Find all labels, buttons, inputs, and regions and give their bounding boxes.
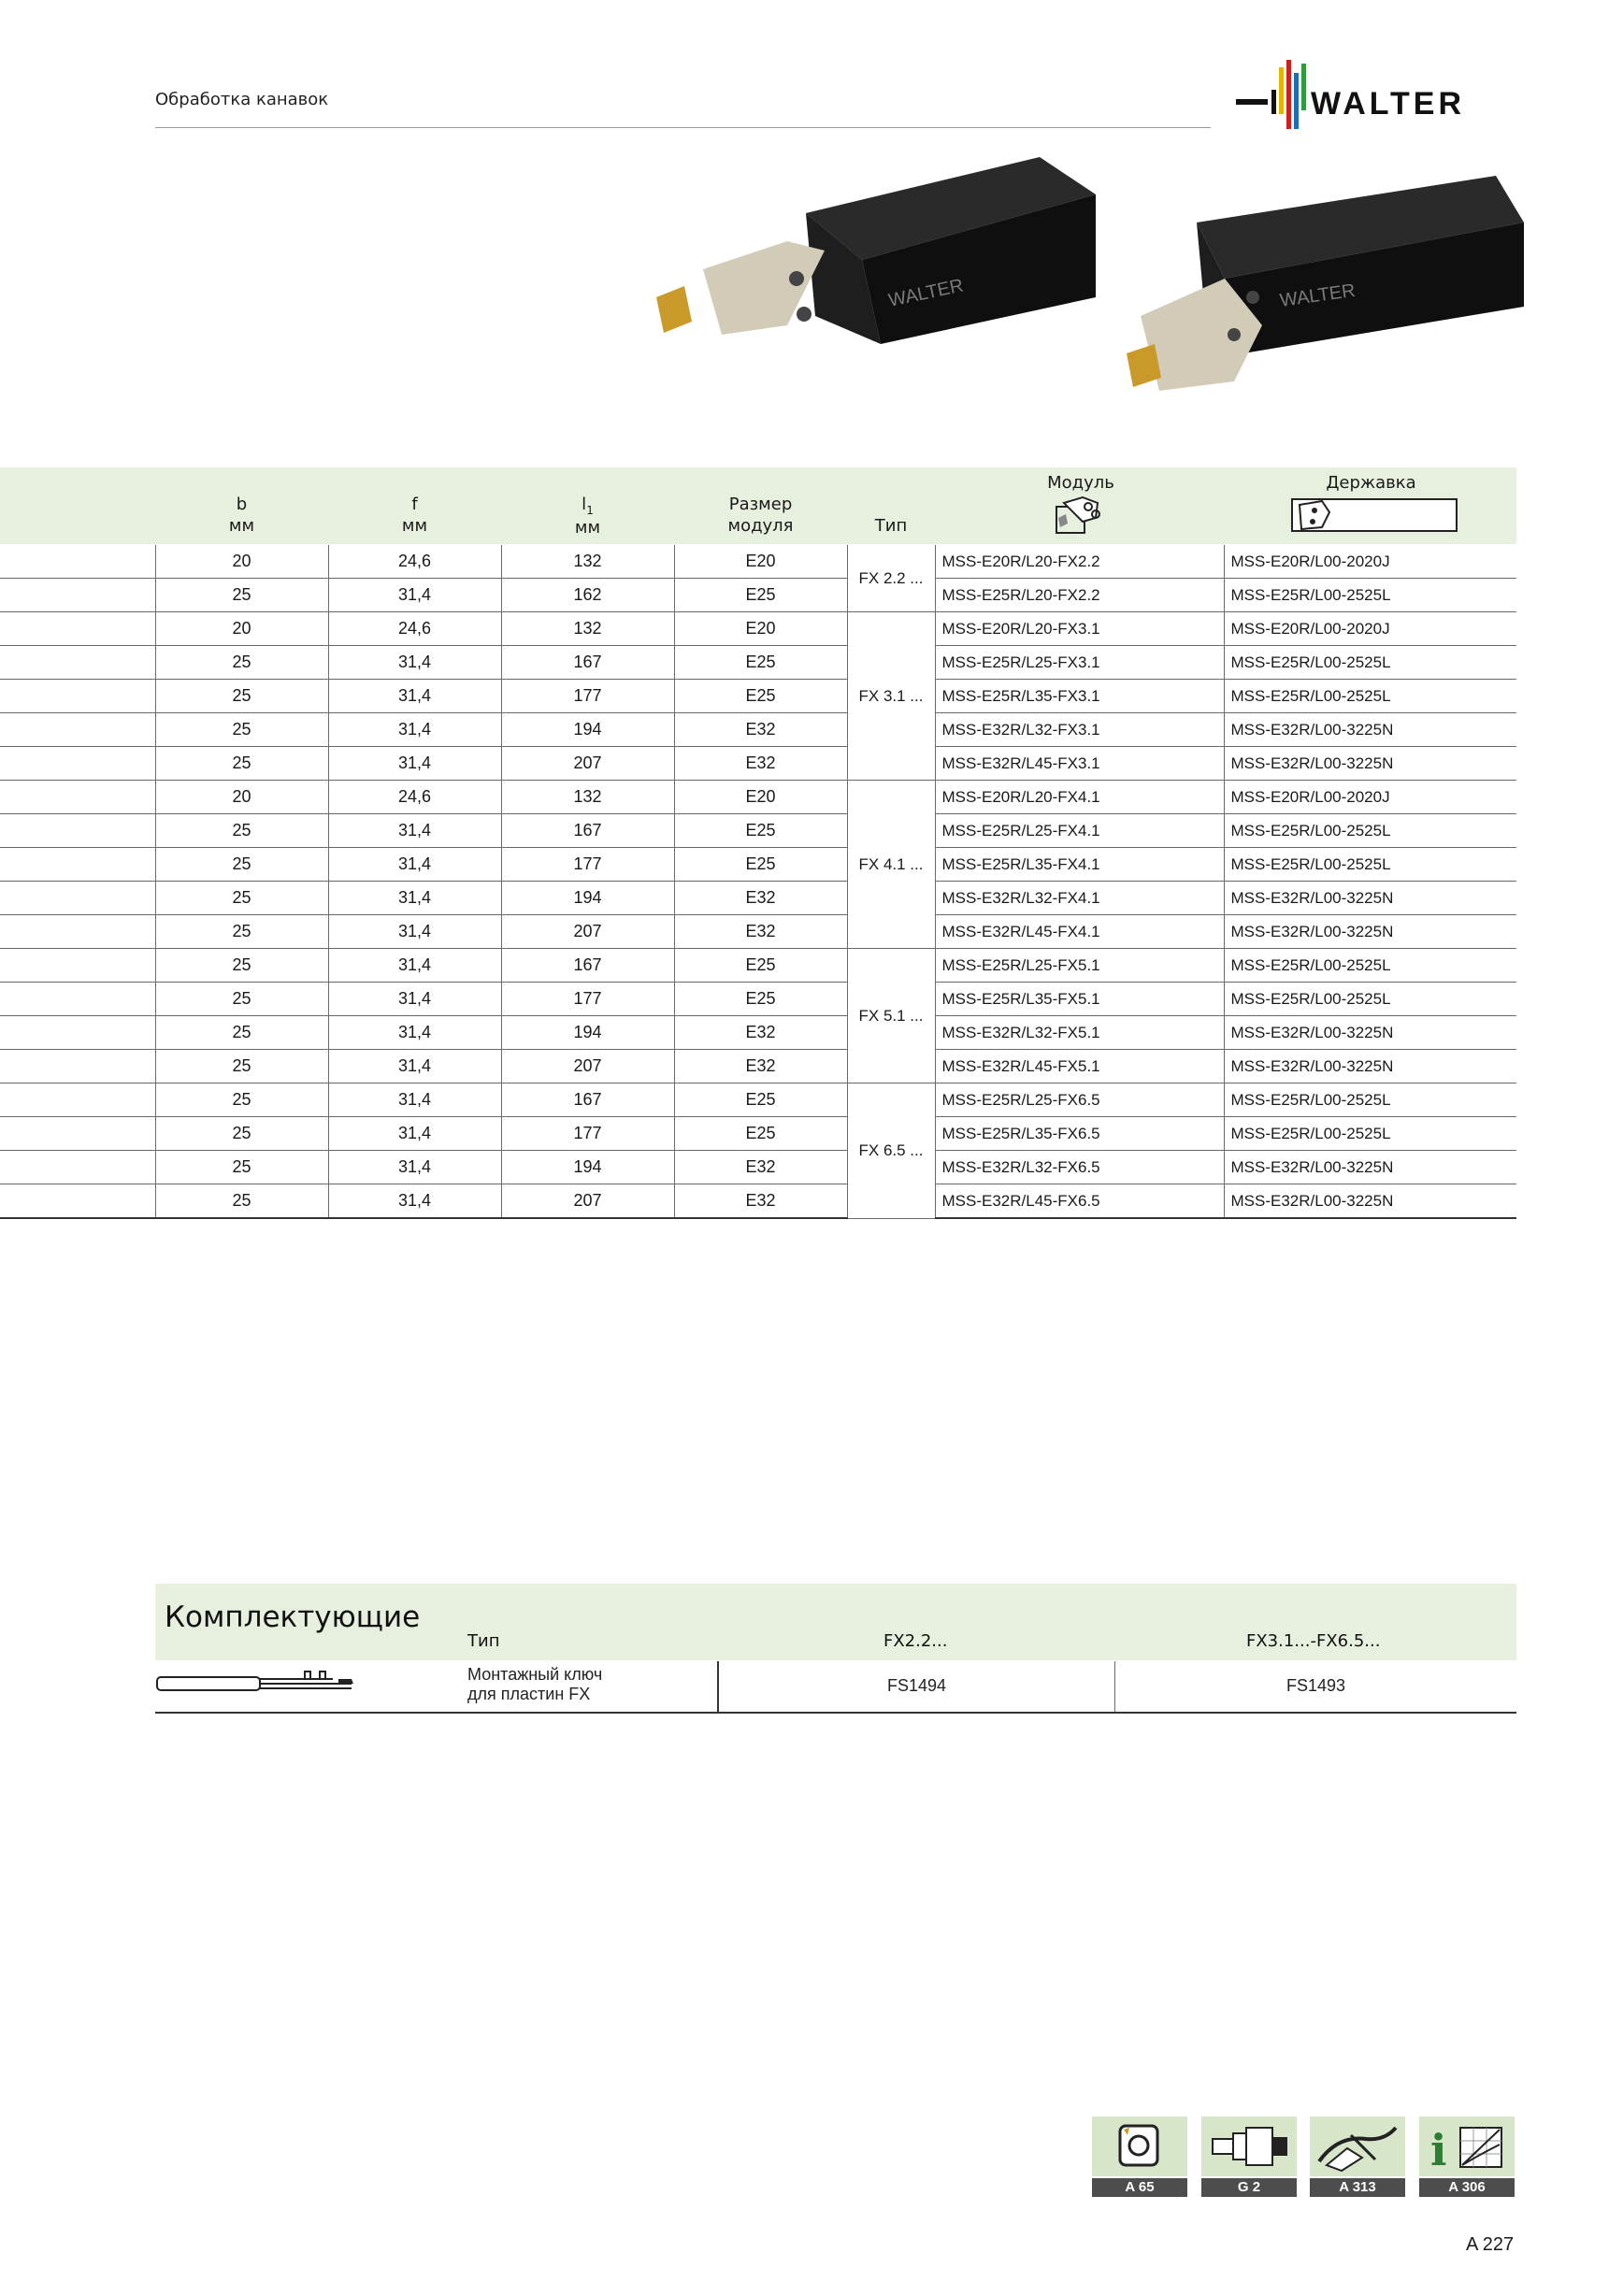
row-spacer-cell	[0, 949, 155, 983]
cell-b: 25	[155, 1117, 328, 1151]
cell-holder: MSS-E20R/L00-2020J	[1224, 781, 1516, 814]
cell-module: MSS-E32R/L32-FX6.5	[935, 1151, 1224, 1184]
table-row	[0, 747, 1516, 781]
table-row	[0, 915, 1516, 949]
cell-f: 31,4	[328, 680, 501, 713]
cell-l1: 194	[501, 1016, 674, 1050]
cell-holder: MSS-E25R/L00-2525L	[1224, 949, 1516, 983]
cell-module: MSS-E25R/L35-FX5.1	[935, 983, 1224, 1016]
row-spacer-cell	[0, 646, 155, 680]
cell-size: E25	[674, 983, 847, 1016]
table-row	[0, 1151, 1516, 1184]
cell-f: 31,4	[328, 579, 501, 612]
tool-table	[0, 545, 1516, 1219]
table-row	[0, 713, 1516, 747]
cell-l1: 194	[501, 882, 674, 915]
cell-l1: 132	[501, 781, 674, 814]
row-spacer-cell	[0, 713, 155, 747]
clamping-icon	[1201, 2117, 1297, 2176]
table-row	[0, 1050, 1516, 1083]
cell-l1: 167	[501, 1083, 674, 1117]
info-icon	[1419, 2117, 1515, 2176]
cell-size: E20	[674, 545, 847, 579]
cell-l1: 207	[501, 1184, 674, 1219]
cell-module: MSS-E25R/L25-FX6.5	[935, 1083, 1224, 1117]
cell-size: E25	[674, 848, 847, 882]
wrench-icon	[1310, 2117, 1405, 2176]
table-row	[0, 882, 1516, 915]
cell-f: 31,4	[328, 1050, 501, 1083]
row-spacer-cell	[0, 781, 155, 814]
cell-holder: MSS-E25R/L00-2525L	[1224, 983, 1516, 1016]
cell-module: MSS-E32R/L45-FX4.1	[935, 915, 1224, 949]
cell-f: 31,4	[328, 949, 501, 983]
cell-module: MSS-E25R/L35-FX4.1	[935, 848, 1224, 882]
cell-module: MSS-E32R/L32-FX5.1	[935, 1016, 1224, 1050]
cell-holder: MSS-E25R/L00-2525L	[1224, 579, 1516, 612]
section-title: Обработка канавок	[155, 90, 329, 109]
acc-item-name: Монтажный ключ для пластин FX	[467, 1665, 603, 1703]
col-header-type: Тип	[874, 516, 908, 536]
col-header-f: f мм	[401, 495, 428, 536]
cell-f: 31,4	[328, 814, 501, 848]
cell-module: MSS-E20R/L20-FX2.2	[935, 545, 1224, 579]
table-row	[0, 680, 1516, 713]
cell-module: MSS-E25R/L25-FX3.1	[935, 646, 1224, 680]
cell-b: 25	[155, 1184, 328, 1219]
cell-l1: 162	[501, 579, 674, 612]
row-spacer-cell	[0, 983, 155, 1016]
cell-l1: 177	[501, 680, 674, 713]
cell-holder: MSS-E32R/L00-3225N	[1224, 1050, 1516, 1083]
table-row	[0, 781, 1516, 814]
table-row	[0, 1016, 1516, 1050]
table-row	[0, 1117, 1516, 1151]
table-row	[0, 949, 1516, 983]
cell-size: E32	[674, 747, 847, 781]
table-row	[0, 1083, 1516, 1117]
row-spacer-cell	[0, 1184, 155, 1219]
module-icon	[1055, 494, 1107, 535]
table-row	[0, 612, 1516, 646]
cell-l1: 207	[501, 1050, 674, 1083]
row-spacer-cell	[0, 1050, 155, 1083]
cell-b: 25	[155, 915, 328, 949]
cell-f: 31,4	[328, 1016, 501, 1050]
cell-b: 25	[155, 579, 328, 612]
cell-f: 24,6	[328, 612, 501, 646]
acc-col-fx22: FX2.2...	[883, 1631, 948, 1651]
cell-size: E32	[674, 1016, 847, 1050]
svg-text:i: i	[1430, 2125, 1447, 2175]
row-spacer-cell	[0, 848, 155, 882]
acc-col-type: Тип	[467, 1631, 500, 1651]
cell-size: E25	[674, 814, 847, 848]
row-spacer-cell	[0, 915, 155, 949]
row-spacer-cell	[0, 545, 155, 579]
cell-l1: 194	[501, 1151, 674, 1184]
tool-photo-angled-module	[1122, 166, 1524, 400]
cell-size: E25	[674, 1117, 847, 1151]
row-spacer-cell	[0, 612, 155, 646]
row-spacer-cell	[0, 579, 155, 612]
header-rule	[155, 127, 1211, 128]
cell-holder: MSS-E25R/L00-2525L	[1224, 1117, 1516, 1151]
cell-size: E25	[674, 1083, 847, 1117]
tool-photo-straight-module	[647, 157, 1096, 353]
cell-b: 25	[155, 848, 328, 882]
cell-holder: MSS-E25R/L00-2525L	[1224, 848, 1516, 882]
cell-f: 31,4	[328, 646, 501, 680]
acc-col-fx31: FX3.1...-FX6.5...	[1246, 1631, 1381, 1651]
cell-size: E32	[674, 1151, 847, 1184]
cell-module: MSS-E32R/L32-FX3.1	[935, 713, 1224, 747]
cell-size: E20	[674, 781, 847, 814]
cell-size: E25	[674, 680, 847, 713]
cell-module: MSS-E25R/L35-FX3.1	[935, 680, 1224, 713]
table-row	[0, 848, 1516, 882]
svg-text:WALTER: WALTER	[1278, 280, 1357, 311]
cell-size: E32	[674, 915, 847, 949]
ref-info[interactable]: i A 306	[1419, 2117, 1515, 2197]
row-spacer-cell	[0, 1151, 155, 1184]
row-spacer-cell	[0, 1016, 155, 1050]
cell-f: 31,4	[328, 1151, 501, 1184]
cell-f: 31,4	[328, 1184, 501, 1219]
cell-b: 25	[155, 680, 328, 713]
cell-type: FX 6.5 ...	[847, 1083, 935, 1219]
cell-holder: MSS-E25R/L00-2525L	[1224, 1083, 1516, 1117]
acc-value-fx31: FS1493	[1285, 1676, 1346, 1695]
cell-l1: 177	[501, 1117, 674, 1151]
cell-l1: 167	[501, 814, 674, 848]
acc-bottom-rule	[155, 1712, 1516, 1714]
cell-module: MSS-E25R/L25-FX5.1	[935, 949, 1224, 983]
cell-holder: MSS-E32R/L00-3225N	[1224, 1016, 1516, 1050]
cell-module: MSS-E32R/L45-FX6.5	[935, 1184, 1224, 1219]
cell-module: MSS-E32R/L45-FX5.1	[935, 1050, 1224, 1083]
cell-module: MSS-E32R/L45-FX3.1	[935, 747, 1224, 781]
row-spacer-cell	[0, 1117, 155, 1151]
row-spacer-cell	[0, 1083, 155, 1117]
svg-text:WALTER: WALTER	[1311, 86, 1466, 122]
cell-module: MSS-E32R/L32-FX4.1	[935, 882, 1224, 915]
cell-b: 25	[155, 983, 328, 1016]
cell-f: 24,6	[328, 545, 501, 579]
cell-l1: 132	[501, 612, 674, 646]
col-header-module: Модуль	[1047, 473, 1114, 493]
table-row	[0, 1184, 1516, 1219]
cell-type: FX 4.1 ...	[847, 781, 935, 949]
ref-wrench[interactable]: A 313	[1310, 2117, 1405, 2197]
cell-module: MSS-E25R/L35-FX6.5	[935, 1117, 1224, 1151]
cell-type: FX 5.1 ...	[847, 949, 935, 1083]
cell-l1: 207	[501, 747, 674, 781]
cell-l1: 207	[501, 915, 674, 949]
cell-b: 25	[155, 1050, 328, 1083]
cell-b: 25	[155, 646, 328, 680]
svg-text:WALTER: WALTER	[886, 275, 966, 311]
walter-logo	[1236, 60, 1521, 135]
mounting-key-drawing	[155, 1666, 357, 1700]
ref-insert[interactable]: A 65	[1092, 2117, 1187, 2197]
cell-size: E25	[674, 949, 847, 983]
col-header-l1: $l_1$ мм	[574, 495, 601, 538]
cell-l1: 167	[501, 646, 674, 680]
cell-l1: 177	[501, 848, 674, 882]
cell-b: 20	[155, 545, 328, 579]
row-spacer-cell	[0, 814, 155, 848]
cell-size: E32	[674, 1050, 847, 1083]
table-row	[0, 579, 1516, 612]
cell-f: 31,4	[328, 915, 501, 949]
accessories-title: Комплектующие	[165, 1600, 421, 1634]
cell-holder: MSS-E32R/L00-3225N	[1224, 713, 1516, 747]
cell-size: E25	[674, 579, 847, 612]
cell-type: FX 2.2 ...	[847, 545, 935, 612]
cell-b: 20	[155, 781, 328, 814]
ref-clamping[interactable]: G 2	[1201, 2117, 1297, 2197]
cell-holder: MSS-E25R/L00-2525L	[1224, 680, 1516, 713]
cell-b: 20	[155, 612, 328, 646]
cell-size: E32	[674, 1184, 847, 1219]
cell-f: 31,4	[328, 747, 501, 781]
cell-holder: MSS-E32R/L00-3225N	[1224, 882, 1516, 915]
cell-l1: 167	[501, 949, 674, 983]
acc-value-fx22: FS1494	[886, 1676, 947, 1695]
cell-f: 31,4	[328, 713, 501, 747]
cell-size: E25	[674, 646, 847, 680]
cell-b: 25	[155, 949, 328, 983]
cell-f: 31,4	[328, 882, 501, 915]
cell-f: 31,4	[328, 983, 501, 1016]
cell-b: 25	[155, 814, 328, 848]
cell-holder: MSS-E32R/L00-3225N	[1224, 1184, 1516, 1219]
page-number: A 227	[1466, 2234, 1515, 2255]
cell-type: FX 3.1 ...	[847, 612, 935, 781]
cell-f: 31,4	[328, 848, 501, 882]
cell-size: E32	[674, 882, 847, 915]
table-row	[0, 545, 1516, 579]
cell-b: 25	[155, 1151, 328, 1184]
table-row	[0, 646, 1516, 680]
row-spacer-cell	[0, 680, 155, 713]
cell-b: 25	[155, 882, 328, 915]
cell-holder: MSS-E20R/L00-2020J	[1224, 612, 1516, 646]
cell-size: E20	[674, 612, 847, 646]
col-header-b: b мм	[228, 495, 255, 536]
cell-module: MSS-E20R/L20-FX4.1	[935, 781, 1224, 814]
cell-b: 25	[155, 747, 328, 781]
col-header-holder: Державка	[1326, 473, 1416, 493]
cell-size: E32	[674, 713, 847, 747]
cell-holder: MSS-E32R/L00-3225N	[1224, 747, 1516, 781]
row-spacer-cell	[0, 747, 155, 781]
insert-icon	[1092, 2117, 1187, 2176]
cell-module: MSS-E25R/L20-FX2.2	[935, 579, 1224, 612]
table-row	[0, 983, 1516, 1016]
cell-f: 31,4	[328, 1083, 501, 1117]
cell-b: 25	[155, 713, 328, 747]
row-spacer-cell	[0, 882, 155, 915]
cell-holder: MSS-E25R/L00-2525L	[1224, 646, 1516, 680]
cell-b: 25	[155, 1083, 328, 1117]
cell-holder: MSS-E20R/L00-2020J	[1224, 545, 1516, 579]
cell-l1: 194	[501, 713, 674, 747]
cell-module: MSS-E20R/L20-FX3.1	[935, 612, 1224, 646]
cell-f: 31,4	[328, 1117, 501, 1151]
cell-f: 24,6	[328, 781, 501, 814]
cell-b: 25	[155, 1016, 328, 1050]
cell-l1: 132	[501, 545, 674, 579]
holder-icon	[1290, 495, 1458, 535]
table-row	[0, 814, 1516, 848]
cell-holder: MSS-E25R/L00-2525L	[1224, 814, 1516, 848]
cell-module: MSS-E25R/L25-FX4.1	[935, 814, 1224, 848]
col-header-size: Размер модуля	[727, 495, 794, 536]
cell-holder: MSS-E32R/L00-3225N	[1224, 1151, 1516, 1184]
cell-l1: 177	[501, 983, 674, 1016]
cell-holder: MSS-E32R/L00-3225N	[1224, 915, 1516, 949]
